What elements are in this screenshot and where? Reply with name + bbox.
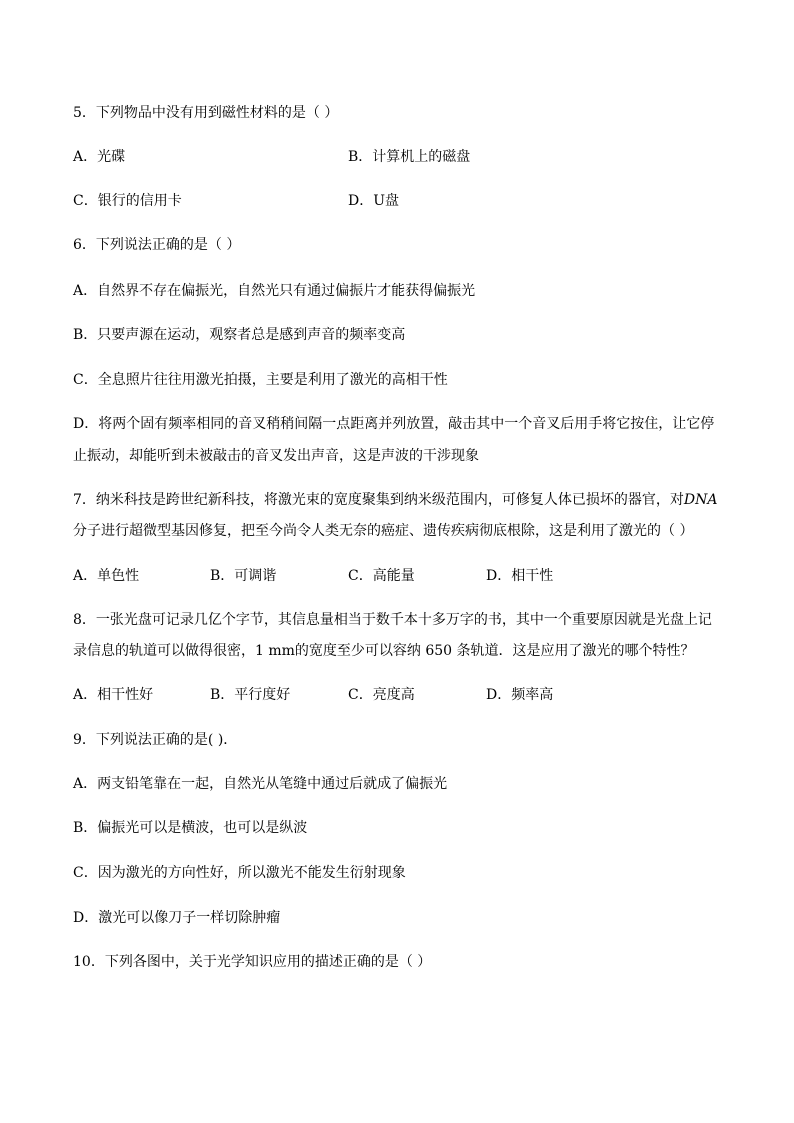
question-8-option-d: D．频率高 (486, 687, 554, 703)
question-9-option-d: D．激光可以像刀子一样切除肿瘤 (73, 910, 281, 926)
question-6-stem: 6．下列说法正确的是（ ） (73, 237, 241, 253)
question-6-option-c: C．全息照片往往用激光拍摄，主要是利用了激光的高相干性 (73, 372, 448, 388)
question-7-option-d: D．相干性 (486, 568, 554, 584)
question-5-option-a: A．光碟 (73, 149, 126, 165)
question-7-dna-term: DNA (683, 492, 718, 508)
question-6-option-a: A．自然界不存在偏振光，自然光只有通过偏振片才能获得偏振光 (73, 283, 476, 299)
question-7-stem-line-2: 分子进行超微型基因修复，把至今尚令人类无奈的癌症、遗传疾病彻底根除，这是利用了激光的（ ） (73, 523, 694, 539)
question-10-stem: 10．下列各图中，关于光学知识应用的描述正确的是（ ） (73, 954, 432, 970)
question-6-option-b: B．只要声源在运动，观察者总是感到声音的频率变高 (73, 327, 406, 343)
question-9-option-b: B．偏振光可以是横波，也可以是纵波 (73, 820, 308, 836)
question-8-stem-line-2: 录信息的轨道可以做得很密，1 mm的宽度至少可以容纳 650 条轨道．这是应用了激光的哪个特性？ (73, 643, 695, 659)
question-7-option-c: C．高能量 (348, 568, 415, 584)
question-8-option-b: B．平行度好 (210, 687, 291, 703)
question-7-stem-text: 7．纳米科技是跨世纪新科技，将激光束的宽度聚集到纳米级范围内，可修复人体已损坏的器官，对 (73, 492, 684, 508)
question-6-option-d-line-1: D．将两个固有频率相同的音叉稍稍间隔一点距离并列放置，敲击其中一个音叉后用手将它按住，让它停 (73, 416, 715, 432)
question-9-option-a: A．两支铅笔靠在一起，自然光从笔缝中通过后就成了偏振光 (73, 776, 448, 792)
question-8-stem-line-1: 8．一张光盘可记录几亿个字节，其信息量相当于数千本十多万字的书，其中一个重要原因就是光盘上记 (73, 612, 712, 628)
question-9-stem: 9．下列说法正确的是( )． (73, 732, 238, 748)
question-5-stem: 5．下列物品中没有用到磁性材料的是（ ） (73, 105, 339, 121)
question-8-option-a: A．相干性好 (73, 687, 154, 703)
question-7-option-a: A．单色性 (73, 568, 140, 584)
question-5-option-c: C．银行的信用卡 (73, 193, 182, 209)
question-9-option-c: C．因为激光的方向性好，所以激光不能发生衍射现象 (73, 865, 406, 881)
question-7-option-b: B．可调谐 (210, 568, 277, 584)
question-5-option-b: B．计算机上的磁盘 (348, 149, 471, 165)
question-8-option-c: C．亮度高 (348, 687, 415, 703)
question-7-stem-line-1 (73, 490, 718, 510)
question-5-option-d: D．U盘 (348, 193, 400, 209)
question-6-option-d-line-2: 止振动，却能听到未被敲击的音叉发出声音，这是声波的干涉现象 (73, 448, 479, 464)
